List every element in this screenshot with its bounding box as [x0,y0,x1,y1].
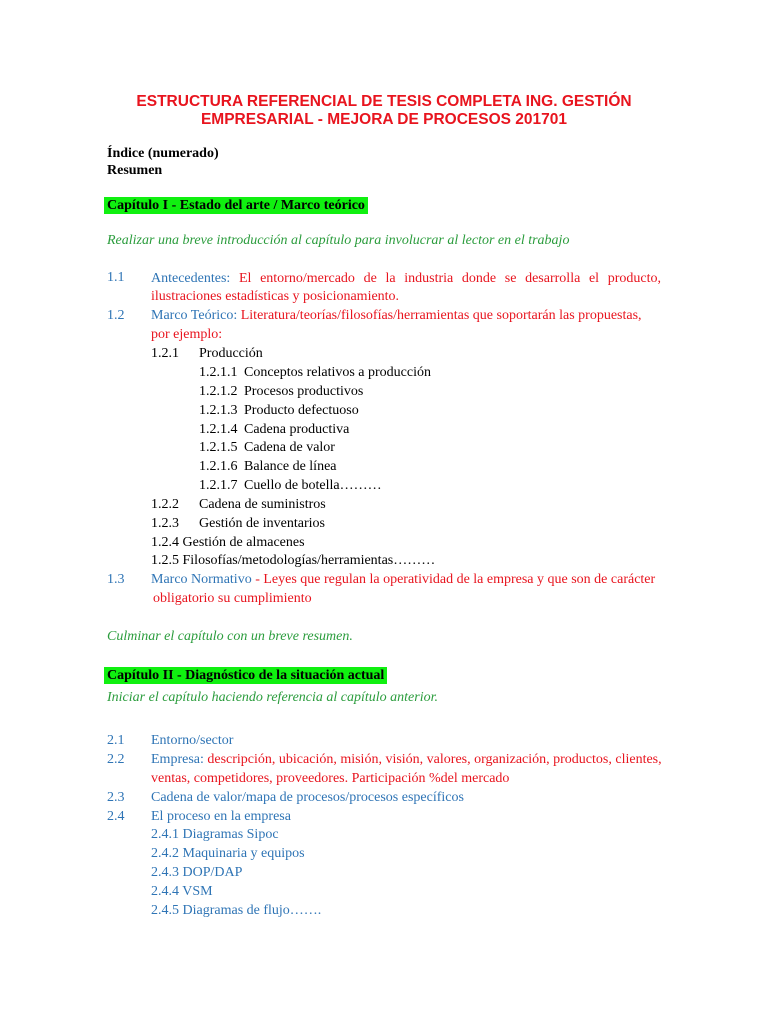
section-1-2-3-number: 1.2.3 [151,516,179,531]
section-2-3-number: 2.3 [107,790,125,805]
section-1-2-2-label: Cadena de suministros [199,497,326,512]
section-2-3-label: Cadena de valor/mapa de procesos/procesos específicos [151,790,464,805]
chapter2-intro: Iniciar el capítulo haciendo referencia al capítulo anterior. [107,690,439,705]
section-1-3-line2: obligatorio su cumplimiento [153,591,312,606]
section-2-4-number: 2.4 [107,809,125,824]
section-1-2-line1 [151,307,642,325]
section-2-4-label: El proceso en la empresa [151,809,291,824]
document-title-line1: ESTRUCTURA REFERENCIAL DE TESIS COMPLETA ING. GESTIÓN [136,93,632,110]
subsection-number: 1.2.1.2 [199,384,238,399]
section-1-1-number: 1.1 [107,270,125,285]
section-1-2-3-label: Gestión de inventarios [199,516,325,531]
chapter1-intro: Realizar una breve introducción al capítulo para involucrar al lector en el trabajo [107,233,570,248]
section-2-2-text-a: descripción, ubicación, misión, visión, valores, organización, productos, clientes, [203,752,662,767]
section-1-2-number: 1.2 [107,308,125,323]
subsection-label: Conceptos relativos a producción [244,365,432,380]
subsection-label: Cadena de valor [244,440,335,455]
chapter1-heading [104,197,368,215]
section-1-1-text-a: El entorno/mercado de la industria donde se desarrolla el producto, [230,271,661,286]
section-1-2-label: Marco Teórico: [151,308,238,323]
chapter2-heading-text: Capítulo II - Diagnóstico de la situación actual [104,667,387,684]
section-1-2-1-label: Producción [199,346,263,361]
section-2-2-number: 2.2 [107,752,125,767]
subsection-number: 1.2.1.4 [199,422,238,437]
section-1-3-line1 [151,571,655,589]
subsection-2-4-4: 2.4.4 VSM [151,884,213,899]
subsection-label: Producto defectuoso [244,403,359,418]
document-title-line2: EMPRESARIAL - MEJORA DE PROCESOS 201701 [200,111,568,128]
section-1-1-line1 [151,269,661,288]
chapter2-heading [104,667,387,685]
subsection-2-4-5: 2.4.5 Diagramas de flujo……. [151,903,322,918]
section-2-2-label: Empresa: [151,752,204,767]
subsection-number: 1.2.1.6 [199,459,238,474]
chapter1-heading-text: Capítulo I - Estado del arte / Marco teórico [104,197,368,214]
subsection-label: Cadena productiva [244,422,350,437]
section-1-2-4: 1.2.4 Gestión de almacenes [151,535,305,550]
subsection-2-4-3: 2.4.3 DOP/DAP [151,865,243,880]
section-1-2-text-a: Literatura/teorías/filosofías/herramientas que soportarán las propuestas, [237,308,642,323]
subsection-number: 1.2.1.7 [199,478,238,493]
section-1-1-line2: ilustraciones estadísticas y posicionamiento. [151,289,400,304]
section-1-1-label: Antecedentes: [151,271,231,286]
chapter1-closing: Culminar el capítulo con un breve resumen. [107,629,353,644]
section-1-2-5: 1.2.5 Filosofías/metodologías/herramientas……… [151,553,436,568]
subsection-2-4-1: 2.4.1 Diagramas Sipoc [151,827,279,842]
section-1-2-line2: por ejemplo: [151,327,223,342]
section-1-2-1-number: 1.2.1 [151,346,179,361]
subsection-number: 1.2.1.3 [199,403,238,418]
section-1-3-number: 1.3 [107,572,125,587]
subsection-2-4-2: 2.4.2 Maquinaria y equipos [151,846,305,861]
subsection-label: Cuello de botella……… [244,478,382,493]
subsection-number: 1.2.1.1 [199,365,238,380]
indice-label: Índice (numerado) [107,146,219,161]
section-2-2-line2: ventas, competidores, proveedores. Participación %del mercado [151,771,510,786]
subsection-number: 1.2.1.5 [199,440,238,455]
subsection-label: Balance de línea [244,459,337,474]
subsection-label: Procesos productivos [244,384,364,399]
resumen-label: Resumen [107,163,163,178]
section-2-1-number: 2.1 [107,733,125,748]
section-1-3-text-a: - Leyes que regulan la operatividad de la empresa y que son de carácter [251,572,656,587]
section-2-1-label: Entorno/sector [151,733,234,748]
section-2-2-line1 [151,751,662,769]
section-1-3-label: Marco Normativo [151,572,252,587]
section-1-2-2-number: 1.2.2 [151,497,179,512]
